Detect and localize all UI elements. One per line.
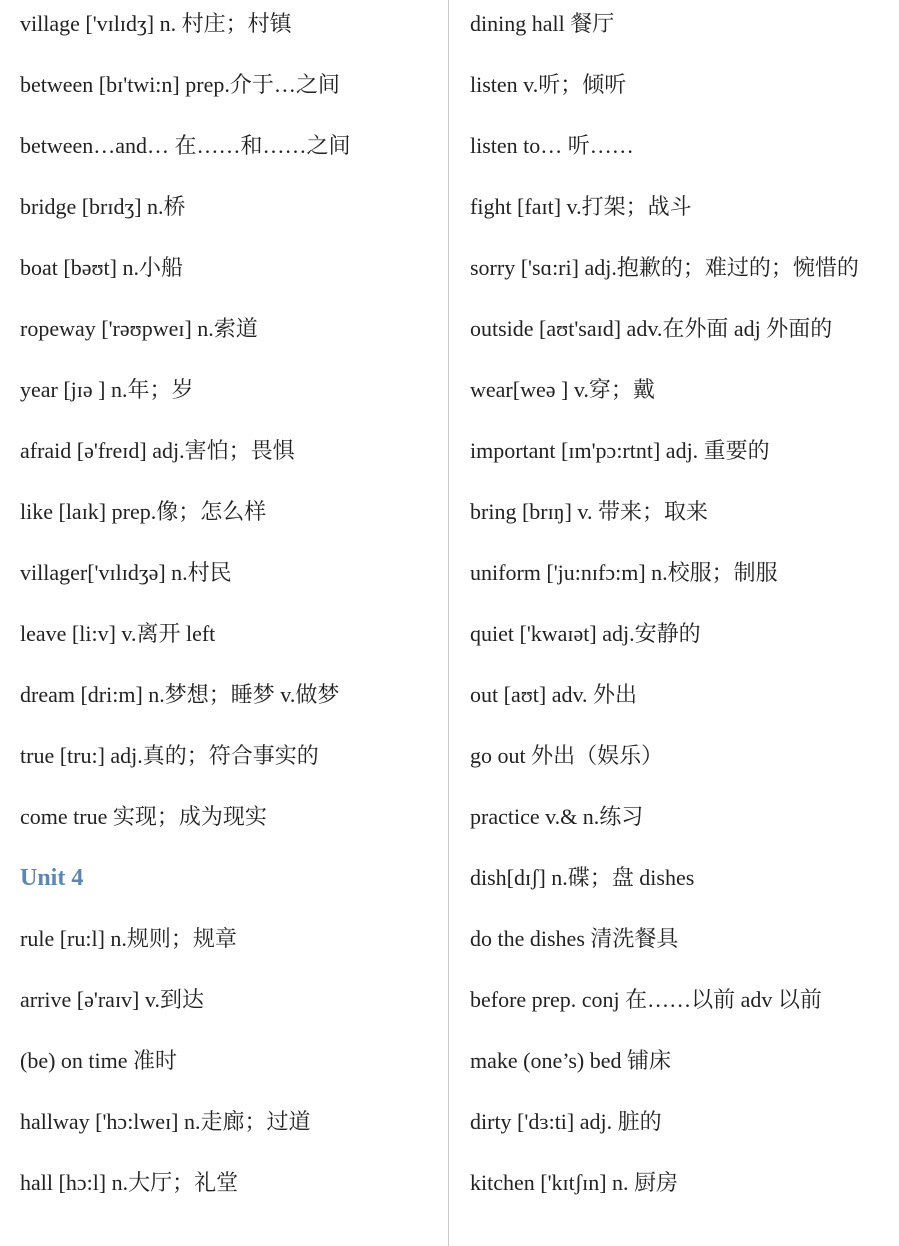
vocabulary-entry: important [ɪm'pɔ:rtnt] adj. 重要的 — [470, 438, 770, 463]
vocabulary-entry: year [jɪə ] n.年；岁 — [20, 377, 194, 402]
vocabulary-entry: villager['vɪlɪdʒə] n.村民 — [20, 560, 232, 585]
vocabulary-entry: village ['vɪlɪdʒ] n. 村庄；村镇 — [20, 11, 292, 36]
vocabulary-entry: come true 实现；成为现实 — [20, 804, 267, 829]
vocabulary-entry: fight [faɪt] v.打架；战斗 — [470, 194, 692, 219]
vocabulary-entry: afraid [ə'freɪd] adj.害怕；畏惧 — [20, 438, 295, 463]
vocabulary-entry: practice v.& n.练习 — [470, 804, 644, 829]
vocabulary-entry: quiet ['kwaɪət] adj.安静的 — [470, 621, 701, 646]
vocabulary-entry: kitchen ['kɪtʃɪn] n. 厨房 — [470, 1170, 679, 1195]
vocabulary-entry: dirty ['dɜ:ti] adj. 脏的 — [470, 1109, 662, 1134]
vocabulary-entry: out [aʊt] adv. 外出 — [470, 682, 638, 707]
vocabulary-entry: outside [aʊt'saɪd] adv.在外面 adj 外面的 — [470, 316, 833, 341]
vocabulary-entry: like [laɪk] prep.像；怎么样 — [20, 499, 267, 524]
vocabulary-entry: arrive [ə'raɪv] v.到达 — [20, 987, 204, 1012]
vocabulary-entry: dream [dri:m] n.梦想；睡梦 v.做梦 — [20, 682, 340, 707]
vocabulary-entry: listen to… 听…… — [470, 133, 634, 158]
vocabulary-entry: sorry ['sɑ:ri] adj.抱歉的；难过的；惋惜的 — [470, 255, 859, 280]
column-divider — [448, 0, 449, 1246]
vocabulary-entry: boat [bəʊt] n.小船 — [20, 255, 183, 280]
vocabulary-entry: make (one’s) bed 铺床 — [470, 1048, 671, 1073]
vocabulary-entry: before prep. conj 在……以前 adv 以前 — [470, 987, 822, 1012]
vocabulary-entry: hall [hɔ:l] n.大厅；礼堂 — [20, 1170, 239, 1195]
vocabulary-entry: do the dishes 清洗餐具 — [470, 926, 679, 951]
vocabulary-entry: wear[weə ] v.穿；戴 — [470, 377, 655, 402]
vocabulary-entry: dining hall 餐厅 — [470, 11, 615, 36]
vocabulary-entry: rule [ru:l] n.规则；规章 — [20, 926, 237, 951]
vocabulary-entry: (be) on time 准时 — [20, 1048, 178, 1073]
vocabulary-entry: true [tru:] adj.真的；符合事实的 — [20, 743, 319, 768]
vocabulary-entry: uniform ['ju:nɪfɔ:m] n.校服；制服 — [470, 560, 778, 585]
vocabulary-entry: go out 外出（娱乐） — [470, 743, 664, 768]
vocabulary-entry: leave [li:v] v.离开 left — [20, 621, 216, 646]
unit-heading: Unit 4 — [20, 865, 84, 891]
vocabulary-entry: bring [brɪŋ] v. 带来；取来 — [470, 499, 708, 524]
vocabulary-entry: between…and… 在……和……之间 — [20, 133, 351, 158]
vocabulary-entry: bridge [brɪdʒ] n.桥 — [20, 194, 186, 219]
vocabulary-entry: between [bɪ'twi:n] prep.介于…之间 — [20, 72, 340, 97]
vocabulary-entry: ropeway ['rəʊpweɪ] n.索道 — [20, 316, 258, 341]
vocabulary-entry: dish[dɪʃ] n.碟；盘 dishes — [470, 865, 695, 890]
vocabulary-entry: listen v.听；倾听 — [470, 72, 627, 97]
vocabulary-entry: hallway ['hɔ:lweɪ] n.走廊；过道 — [20, 1109, 311, 1134]
